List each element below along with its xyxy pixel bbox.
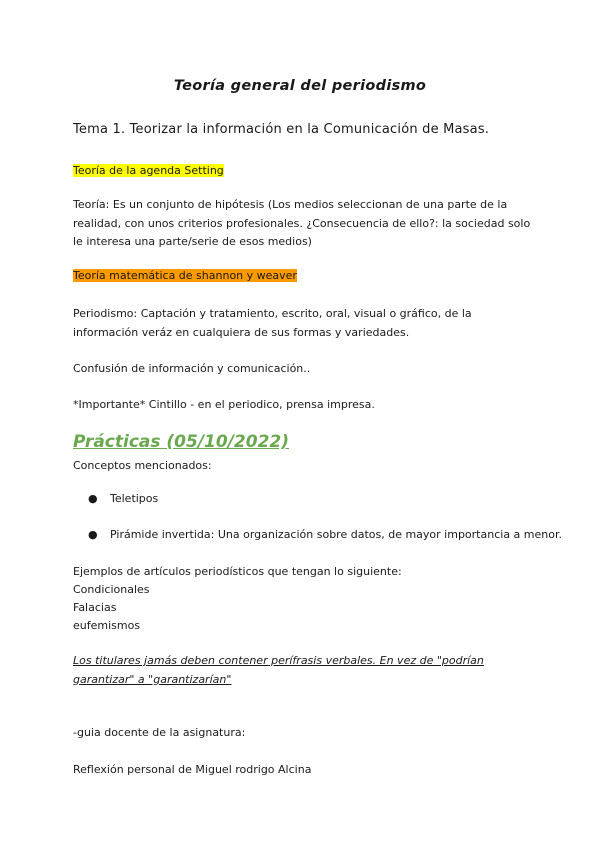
guia-paragraph: -guia docente de la asignatura: bbox=[73, 726, 246, 739]
confusion-paragraph: Confusión de información y comunicación.. bbox=[73, 362, 311, 375]
bullet-icon: ● bbox=[88, 492, 98, 505]
reflexion-paragraph: Reflexión personal de Miguel rodrigo Alcina bbox=[73, 763, 312, 776]
titulares-note: Los titulares jamás deben contener perífrasis verbales. En vez de "podrían garantizar" a "garantizarían" bbox=[73, 654, 484, 686]
ejemplo-item: Falacias bbox=[73, 601, 117, 614]
shannon-heading-text: Teoría matemática de shannon y weaver bbox=[73, 269, 297, 282]
list-item bbox=[88, 492, 158, 505]
tema-heading: Tema 1. Teorizar la información en la Comunicación de Masas. bbox=[73, 122, 490, 137]
document-title: Teoría general del periodismo bbox=[173, 78, 427, 94]
agenda-heading bbox=[73, 162, 533, 181]
list-item-text: Pirámide invertida: Una organización sobre datos, de mayor importancia a menor. bbox=[110, 528, 562, 541]
agenda-paragraph: Teoría: Es un conjunto de hipótesis (Los medios seleccionan de una parte de la realidad, con unos criterios profesionales. ¿Consecuencia de ello?: la sociedad solo le interesa una parte/serie de esos medios) bbox=[73, 198, 531, 248]
bullet-icon: ● bbox=[88, 528, 98, 541]
importante-paragraph: *Importante* Cintillo - en el periodico, prensa impresa. bbox=[73, 398, 375, 411]
shannon-heading bbox=[73, 267, 533, 286]
ejemplo-item: Condicionales bbox=[73, 583, 150, 596]
practicas-heading: Prácticas (05/10/2022) bbox=[73, 432, 289, 452]
list-item bbox=[88, 528, 562, 541]
periodismo-paragraph: Periodismo: Captación y tratamiento, escrito, oral, visual o gráfico, de la información veráz en cualquiera de sus formas y variedades. bbox=[73, 307, 472, 339]
agenda-heading-text: Teoría de la agenda Setting bbox=[73, 164, 224, 177]
ejemplos-label: Ejemplos de artículos periodísticos que tengan lo siguiente: bbox=[73, 565, 402, 578]
ejemplo-item: eufemismos bbox=[73, 619, 141, 632]
conceptos-label: Conceptos mencionados: bbox=[73, 459, 212, 472]
list-item-text: Teletipos bbox=[110, 492, 159, 505]
